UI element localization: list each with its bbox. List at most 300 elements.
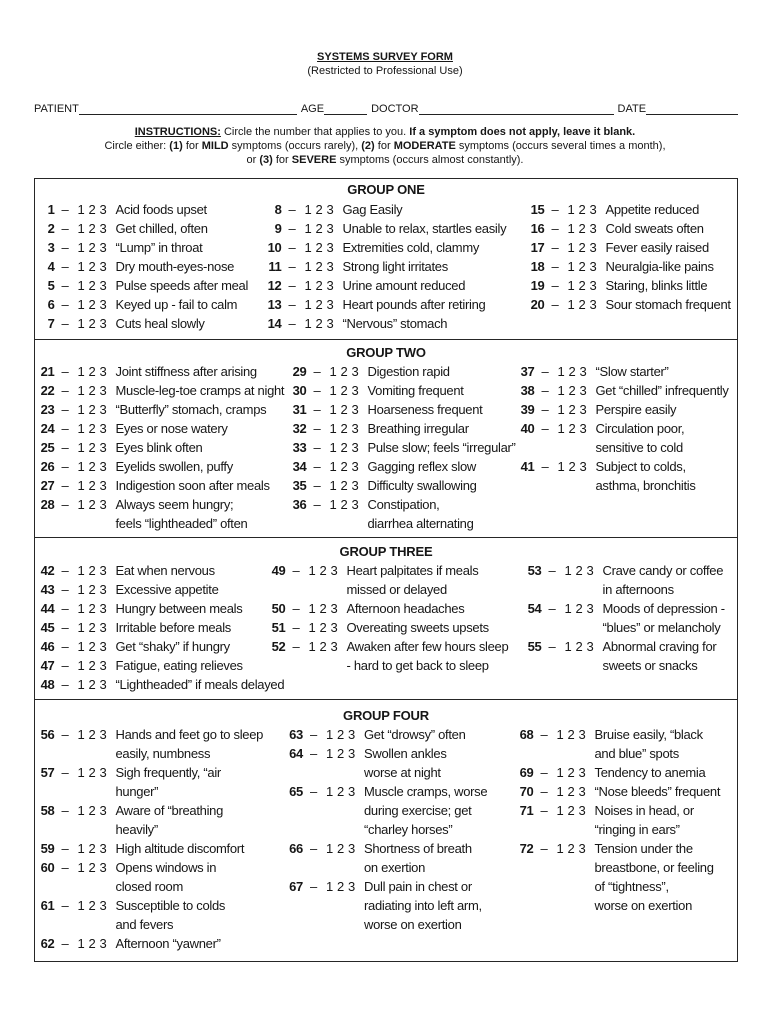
severity-option-3[interactable]: 3 (326, 221, 334, 236)
severity-option-1[interactable]: 1 (77, 859, 85, 875)
severity-option-2[interactable]: 2 (88, 401, 96, 417)
severity-option-2[interactable]: 2 (88, 897, 96, 913)
severity-option-2[interactable]: 2 (578, 202, 586, 217)
severity-option-1[interactable]: 1 (557, 401, 565, 417)
symptom-number: 53 (527, 562, 542, 578)
symptom-text: “Slow starter” (595, 363, 669, 379)
severity-option-2[interactable]: 2 (337, 840, 344, 856)
age-field[interactable] (324, 102, 367, 115)
separator-dash: – (61, 600, 69, 616)
severity-option-3[interactable]: 3 (348, 878, 355, 894)
severity-option-3[interactable]: 3 (578, 840, 586, 856)
severity-option-3[interactable]: 3 (586, 600, 594, 616)
severity-option-1[interactable]: 1 (308, 562, 316, 578)
severity-option-3[interactable]: 3 (99, 496, 107, 512)
severity-option-3[interactable]: 3 (348, 840, 355, 856)
severity-option-1[interactable]: 1 (326, 783, 333, 799)
symptom-item-26 (37, 457, 285, 476)
severity-option-1[interactable]: 1 (564, 600, 572, 616)
severity-option-2[interactable]: 2 (88, 619, 96, 635)
severity-option-1[interactable]: 1 (77, 638, 85, 654)
severity-option-2[interactable]: 2 (567, 726, 575, 742)
severity-option-3[interactable]: 3 (99, 221, 107, 236)
patient-field[interactable] (79, 102, 297, 115)
severity-option-3[interactable]: 3 (99, 278, 107, 293)
severity-option-3[interactable]: 3 (99, 458, 107, 474)
severity-option-2[interactable]: 2 (578, 240, 586, 255)
severity-option-2[interactable]: 2 (88, 562, 96, 578)
symptom-text: Subject to colds, (595, 458, 686, 474)
severity-option-1[interactable]: 1 (304, 278, 312, 293)
severity-option-2[interactable]: 2 (315, 259, 323, 274)
severity-option-2[interactable]: 2 (568, 401, 576, 417)
severity-option-1[interactable]: 1 (304, 240, 312, 255)
severity-option-2[interactable]: 2 (88, 676, 96, 692)
symptom-text: Joint stiffness after arising (115, 363, 257, 379)
severity-option-1[interactable]: 1 (308, 600, 316, 616)
severity-option-3[interactable]: 3 (351, 439, 359, 455)
severity-option-2[interactable]: 2 (319, 619, 327, 635)
severity-option-1[interactable]: 1 (556, 783, 564, 799)
symptom-text-continued: and fevers (115, 916, 174, 932)
severity-option-3[interactable]: 3 (99, 581, 107, 597)
severity-option-3[interactable]: 3 (351, 401, 359, 417)
severity-option-2[interactable]: 2 (567, 783, 575, 799)
severity-option-3[interactable]: 3 (351, 477, 359, 493)
symptom-number: 21 (40, 363, 55, 379)
severity-option-1[interactable]: 1 (329, 382, 337, 398)
symptom-text: Hoarseness frequent (367, 401, 483, 417)
severity-option-3[interactable]: 3 (579, 401, 587, 417)
separator-dash: – (61, 477, 69, 493)
severity-option-2[interactable]: 2 (88, 657, 96, 673)
severity-option-1[interactable]: 1 (556, 802, 564, 818)
severity-option-3[interactable]: 3 (351, 458, 359, 474)
symptom-item-25 (37, 438, 285, 457)
symptom-item-15 (527, 200, 731, 219)
severity-option-2[interactable]: 2 (315, 278, 323, 293)
severity-option-3[interactable]: 3 (351, 382, 359, 398)
severity-option-3[interactable]: 3 (99, 240, 107, 255)
symptom-item-62 (37, 934, 264, 953)
severity-option-3[interactable]: 3 (578, 802, 586, 818)
severity-option-3[interactable]: 3 (326, 202, 334, 217)
severity-option-1[interactable]: 1 (77, 363, 85, 379)
severity-option-2[interactable]: 2 (88, 802, 96, 818)
severity-option-1[interactable]: 1 (77, 278, 85, 293)
separator-dash: – (310, 878, 317, 894)
severity-option-3[interactable]: 3 (99, 401, 107, 417)
severity-option-2[interactable]: 2 (315, 297, 323, 312)
severity-option-1[interactable]: 1 (556, 840, 564, 856)
severity-option-2[interactable]: 2 (337, 878, 344, 894)
severity-option-2[interactable]: 2 (88, 477, 96, 493)
severity-option-3[interactable]: 3 (330, 638, 338, 654)
severity-option-1[interactable]: 1 (77, 764, 85, 780)
symptom-line (264, 314, 507, 333)
severity-option-1[interactable]: 1 (557, 382, 565, 398)
severity-option-2[interactable]: 2 (340, 401, 348, 417)
separator-dash: – (61, 619, 69, 635)
severity-option-3[interactable]: 3 (579, 363, 587, 379)
severity-option-2[interactable]: 2 (88, 726, 96, 742)
severity-option-3[interactable]: 3 (99, 600, 107, 616)
severity-option-1[interactable]: 1 (304, 297, 312, 312)
severity-option-1[interactable]: 1 (329, 363, 337, 379)
severity-option-1[interactable]: 1 (308, 638, 316, 654)
severity-option-2[interactable]: 2 (567, 764, 575, 780)
severity-option-3[interactable]: 3 (589, 297, 597, 312)
symptom-line-continued (516, 896, 721, 915)
severity-option-3[interactable]: 3 (99, 657, 107, 673)
severity-option-2[interactable]: 2 (88, 638, 96, 654)
severity-option-2[interactable]: 2 (88, 363, 96, 379)
severity-option-1[interactable]: 1 (304, 259, 312, 274)
severity-option-3[interactable]: 3 (326, 240, 334, 255)
symptom-line (517, 400, 729, 419)
instructions-block (0, 125, 770, 167)
severity-option-1[interactable]: 1 (567, 221, 575, 236)
severity-scale (556, 362, 589, 381)
severity-option-3[interactable]: 3 (579, 458, 587, 474)
severity-option-3[interactable]: 3 (589, 259, 597, 274)
level-moderate-desc: symptoms (occurs several times a month), (458, 140, 666, 152)
severity-option-1[interactable]: 1 (329, 496, 337, 512)
symptom-number: 11 (268, 259, 282, 274)
severity-option-1[interactable]: 1 (304, 202, 312, 217)
severity-option-1[interactable]: 1 (557, 363, 565, 379)
severity-option-2[interactable]: 2 (315, 202, 323, 217)
severity-option-1[interactable]: 1 (564, 562, 572, 578)
severity-option-1[interactable]: 1 (77, 581, 85, 597)
severity-option-3[interactable]: 3 (99, 316, 107, 331)
severity-option-1[interactable]: 1 (77, 657, 85, 673)
severity-option-2[interactable]: 2 (319, 600, 327, 616)
severity-option-1[interactable]: 1 (77, 562, 85, 578)
severity-option-2[interactable]: 2 (340, 363, 348, 379)
severity-option-1[interactable]: 1 (329, 439, 337, 455)
severity-option-2[interactable]: 2 (88, 240, 96, 255)
doctor-field[interactable] (419, 102, 614, 115)
severity-option-2[interactable]: 2 (568, 458, 576, 474)
symptom-item-37 (517, 362, 729, 381)
severity-option-2[interactable]: 2 (88, 600, 96, 616)
severity-option-3[interactable]: 3 (99, 726, 107, 742)
severity-option-2[interactable]: 2 (88, 581, 96, 597)
severity-option-2[interactable]: 2 (315, 240, 323, 255)
severity-option-3[interactable]: 3 (99, 297, 107, 312)
severity-option-2[interactable]: 2 (568, 420, 576, 436)
severity-option-1[interactable]: 1 (556, 726, 564, 742)
severity-option-3[interactable]: 3 (348, 745, 355, 761)
symptom-number: 8 (274, 202, 282, 217)
separator-dash: – (551, 240, 559, 255)
severity-option-3[interactable]: 3 (99, 259, 107, 274)
symptom-text: Hungry between meals (115, 600, 243, 616)
separator-dash: – (61, 420, 69, 436)
severity-option-1[interactable]: 1 (77, 477, 85, 493)
date-field[interactable] (646, 102, 738, 115)
symptom-number: 29 (292, 363, 307, 379)
severity-option-3[interactable]: 3 (351, 363, 359, 379)
severity-option-3[interactable]: 3 (589, 202, 597, 217)
severity-option-3[interactable]: 3 (579, 420, 587, 436)
severity-option-1[interactable]: 1 (77, 897, 85, 913)
severity-option-2[interactable]: 2 (340, 439, 348, 455)
severity-option-1[interactable]: 1 (326, 726, 333, 742)
symptom-line (268, 599, 509, 618)
severity-option-2[interactable]: 2 (88, 202, 96, 217)
severity-option-1[interactable]: 1 (77, 221, 85, 236)
severity-option-3[interactable]: 3 (99, 202, 107, 217)
severity-scale (566, 200, 599, 219)
severity-scale (555, 782, 588, 801)
severity-option-3[interactable]: 3 (99, 420, 107, 436)
severity-option-1[interactable]: 1 (77, 240, 85, 255)
symptom-text: Get “chilled” infrequently (595, 382, 729, 398)
severity-option-1[interactable]: 1 (77, 439, 85, 455)
group-column-1 (37, 561, 285, 694)
symptom-item-57 (37, 763, 264, 801)
symptom-line (37, 656, 285, 675)
symptom-line (285, 877, 487, 896)
severity-option-2[interactable]: 2 (315, 221, 323, 236)
severity-option-2[interactable]: 2 (88, 420, 96, 436)
group-column-2 (268, 561, 509, 675)
severity-option-3[interactable]: 3 (99, 562, 107, 578)
symptom-line-continued (37, 877, 264, 896)
severity-option-2[interactable]: 2 (319, 562, 327, 578)
severity-option-3[interactable]: 3 (586, 562, 594, 578)
severity-option-3[interactable]: 3 (99, 764, 107, 780)
severity-option-1[interactable]: 1 (77, 316, 85, 331)
severity-scale (324, 782, 357, 801)
symptom-number: 14 (267, 316, 282, 331)
severity-option-1[interactable]: 1 (567, 259, 575, 274)
symptom-text: Perspire easily (595, 401, 677, 417)
severity-option-1[interactable]: 1 (77, 935, 85, 951)
severity-option-2[interactable]: 2 (88, 496, 96, 512)
severity-scale (303, 295, 336, 314)
severity-option-2[interactable]: 2 (568, 363, 576, 379)
severity-option-2[interactable]: 2 (568, 382, 576, 398)
severity-option-2[interactable]: 2 (88, 278, 96, 293)
symptom-item-59 (37, 839, 264, 858)
group-title: GROUP ONE (347, 182, 425, 197)
severity-option-2[interactable]: 2 (578, 278, 586, 293)
severity-option-1[interactable]: 1 (77, 726, 85, 742)
separator-dash: – (61, 363, 69, 379)
severity-option-2[interactable]: 2 (575, 562, 583, 578)
symptom-text: Digestion rapid (367, 363, 450, 379)
severity-option-2[interactable]: 2 (337, 745, 344, 761)
symptom-line (289, 457, 516, 476)
severity-option-3[interactable]: 3 (99, 363, 107, 379)
severity-option-1[interactable]: 1 (77, 619, 85, 635)
severity-option-1[interactable]: 1 (77, 802, 85, 818)
severity-option-1[interactable]: 1 (326, 878, 333, 894)
severity-option-3[interactable]: 3 (330, 562, 338, 578)
severity-option-3[interactable]: 3 (326, 316, 334, 331)
severity-option-1[interactable]: 1 (77, 259, 85, 274)
symptom-item-8 (264, 200, 507, 219)
severity-option-3[interactable]: 3 (99, 935, 107, 951)
severity-option-1[interactable]: 1 (564, 638, 572, 654)
severity-option-2[interactable]: 2 (575, 638, 583, 654)
severity-option-3[interactable]: 3 (99, 676, 107, 692)
symptom-item-53 (524, 561, 725, 599)
severity-option-1[interactable]: 1 (567, 297, 575, 312)
severity-option-1[interactable]: 1 (329, 458, 337, 474)
severity-option-2[interactable]: 2 (88, 764, 96, 780)
symptom-line (289, 476, 516, 495)
severity-option-2[interactable]: 2 (340, 382, 348, 398)
severity-option-2[interactable]: 2 (88, 935, 96, 951)
symptom-line (37, 637, 285, 656)
severity-option-2[interactable]: 2 (88, 859, 96, 875)
severity-option-1[interactable]: 1 (77, 840, 85, 856)
severity-option-1[interactable]: 1 (77, 401, 85, 417)
severity-option-1[interactable]: 1 (326, 745, 333, 761)
group-column-2 (285, 725, 487, 934)
severity-option-1[interactable]: 1 (304, 221, 312, 236)
severity-option-1[interactable]: 1 (556, 764, 564, 780)
symptom-line (264, 295, 507, 314)
severity-option-3[interactable]: 3 (351, 420, 359, 436)
severity-option-1[interactable]: 1 (567, 202, 575, 217)
severity-option-1[interactable]: 1 (567, 240, 575, 255)
severity-option-3[interactable]: 3 (326, 278, 334, 293)
severity-option-1[interactable]: 1 (77, 496, 85, 512)
severity-option-1[interactable]: 1 (77, 420, 85, 436)
severity-option-3[interactable]: 3 (348, 726, 355, 742)
severity-option-2[interactable]: 2 (340, 477, 348, 493)
severity-scale (76, 400, 109, 419)
severity-option-3[interactable]: 3 (589, 278, 597, 293)
severity-option-2[interactable]: 2 (575, 600, 583, 616)
severity-option-3[interactable]: 3 (99, 802, 107, 818)
symptom-text-continued: on exertion (364, 859, 426, 875)
symptom-item-48 (37, 675, 285, 694)
severity-option-1[interactable]: 1 (557, 458, 565, 474)
severity-option-1[interactable]: 1 (329, 401, 337, 417)
symptom-text: Susceptible to colds (115, 897, 226, 913)
severity-option-1[interactable]: 1 (304, 316, 312, 331)
severity-option-2[interactable]: 2 (88, 439, 96, 455)
symptom-line-continued (37, 820, 264, 839)
severity-option-1[interactable]: 1 (77, 458, 85, 474)
severity-option-2[interactable]: 2 (567, 802, 575, 818)
separator-dash: – (61, 496, 69, 512)
severity-option-3[interactable]: 3 (99, 859, 107, 875)
symptom-line (527, 276, 731, 295)
severity-option-3[interactable]: 3 (589, 240, 597, 255)
symptom-line (37, 763, 264, 782)
severity-scale (555, 725, 588, 744)
severity-option-3[interactable]: 3 (348, 783, 355, 799)
severity-option-3[interactable]: 3 (326, 259, 334, 274)
severity-option-3[interactable]: 3 (330, 619, 338, 635)
group-column-3 (527, 200, 731, 314)
severity-option-2[interactable]: 2 (340, 420, 348, 436)
severity-option-3[interactable]: 3 (99, 619, 107, 635)
severity-option-2[interactable]: 2 (578, 297, 586, 312)
severity-option-3[interactable]: 3 (99, 638, 107, 654)
severity-option-1[interactable]: 1 (557, 420, 565, 436)
severity-option-3[interactable]: 3 (578, 783, 586, 799)
severity-option-3[interactable]: 3 (99, 382, 107, 398)
severity-option-3[interactable]: 3 (351, 496, 359, 512)
severity-option-2[interactable]: 2 (88, 840, 96, 856)
severity-option-2[interactable]: 2 (337, 783, 344, 799)
severity-option-2[interactable]: 2 (315, 316, 323, 331)
severity-option-3[interactable]: 3 (330, 600, 338, 616)
severity-option-3[interactable]: 3 (99, 439, 107, 455)
severity-option-2[interactable]: 2 (319, 638, 327, 654)
symptom-item-14 (264, 314, 507, 333)
symptom-item-68 (516, 725, 721, 763)
symptom-item-72 (516, 839, 721, 915)
severity-option-2[interactable]: 2 (567, 840, 575, 856)
severity-option-3[interactable]: 3 (579, 382, 587, 398)
severity-option-2[interactable]: 2 (578, 259, 586, 274)
symptom-text: Eyes or nose watery (115, 420, 228, 436)
separator-dash: – (313, 382, 321, 398)
symptom-line-continued (285, 801, 487, 820)
severity-option-2[interactable]: 2 (340, 496, 348, 512)
symptom-item-54 (524, 599, 725, 637)
severity-option-2[interactable]: 2 (88, 316, 96, 331)
severity-option-3[interactable]: 3 (586, 638, 594, 654)
severity-option-2[interactable]: 2 (88, 382, 96, 398)
symptom-text-continued: radiating into left arm, (364, 897, 482, 913)
symptom-number: 49 (271, 562, 286, 578)
severity-option-1[interactable]: 1 (329, 477, 337, 493)
severity-option-1[interactable]: 1 (326, 840, 333, 856)
severity-option-1[interactable]: 1 (77, 297, 85, 312)
severity-option-1[interactable]: 1 (329, 420, 337, 436)
severity-option-1[interactable]: 1 (77, 382, 85, 398)
symptom-number: 17 (530, 240, 545, 255)
severity-option-2[interactable]: 2 (88, 297, 96, 312)
symptom-number: 44 (40, 600, 55, 616)
severity-option-1[interactable]: 1 (77, 676, 85, 692)
severity-option-2[interactable]: 2 (340, 458, 348, 474)
severity-option-2[interactable]: 2 (88, 458, 96, 474)
severity-option-1[interactable]: 1 (308, 619, 316, 635)
symptom-line (37, 934, 264, 953)
severity-option-2[interactable]: 2 (88, 259, 96, 274)
severity-option-2[interactable]: 2 (337, 726, 344, 742)
symptom-text: Urine amount reduced (342, 278, 466, 293)
symptom-line-continued (37, 915, 264, 934)
severity-option-3[interactable]: 3 (589, 221, 597, 236)
severity-option-3[interactable]: 3 (578, 764, 586, 780)
severity-option-1[interactable]: 1 (567, 278, 575, 293)
severity-option-3[interactable]: 3 (578, 726, 586, 742)
severity-option-1[interactable]: 1 (77, 600, 85, 616)
severity-option-3[interactable]: 3 (99, 897, 107, 913)
severity-option-2[interactable]: 2 (88, 221, 96, 236)
severity-option-3[interactable]: 3 (326, 297, 334, 312)
severity-option-1[interactable]: 1 (77, 202, 85, 217)
symptom-text-continued: missed or delayed (346, 581, 447, 597)
severity-option-3[interactable]: 3 (99, 477, 107, 493)
severity-option-3[interactable]: 3 (99, 840, 107, 856)
separator-dash: – (288, 202, 296, 217)
severity-option-2[interactable]: 2 (578, 221, 586, 236)
severity-scale (307, 561, 340, 580)
